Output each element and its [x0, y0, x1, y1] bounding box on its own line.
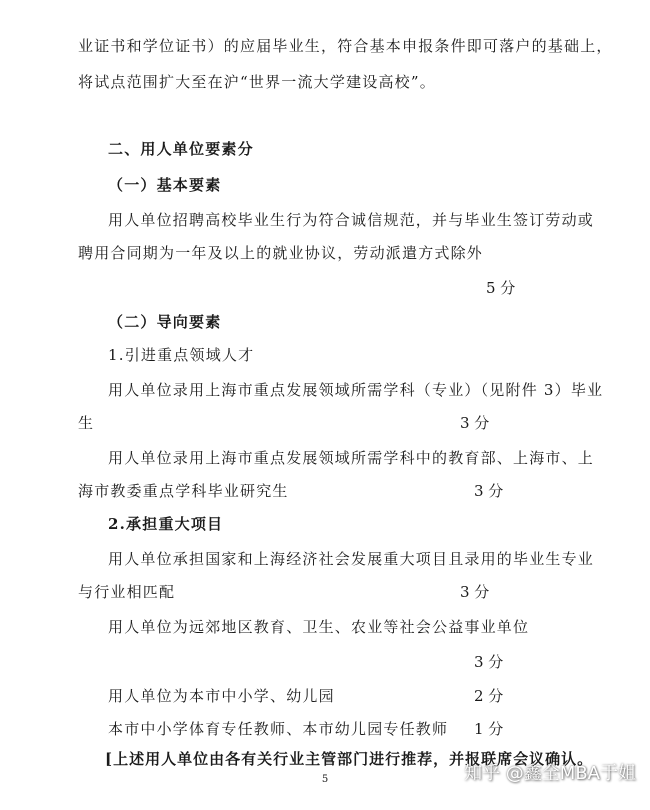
item-heading-major-projects: 2.承担重大项目 — [108, 515, 224, 533]
section-heading: 二、用人单位要素分 — [108, 140, 254, 158]
basic-text-line-2: 聘用合同期为一年及以上的就业协议，劳动派遣方式除外 — [78, 244, 484, 262]
key-fields-a-line-2: 生 — [78, 414, 95, 432]
major-projects-c-line-1: 用人单位为本市中小学、幼儿园 — [108, 687, 335, 705]
zhihu-watermark: 知乎 @鑫全MBA于姐 — [464, 763, 636, 784]
major-projects-d-line-1: 本市中小学体育专任教师、本市幼儿园专任教师 — [108, 720, 449, 738]
major-projects-b-line-1: 用人单位为远郊地区教育、卫生、农业等社会公益事业单位 — [108, 618, 530, 636]
intro-paragraph-line-1: 业证书和学位证书）的应届毕业生，符合基本申报条件即可落户的基础上， — [78, 37, 613, 55]
key-fields-b-line-1: 用人单位录用上海市重点发展领域所需学科中的教育部、上海市、上 — [108, 449, 595, 467]
major-projects-d-score: 1 分 — [474, 720, 504, 738]
basic-score: 5 分 — [486, 279, 516, 297]
major-projects-a-score: 3 分 — [460, 583, 490, 601]
major-projects-b-score: 3 分 — [474, 653, 504, 671]
key-fields-a-score: 3 分 — [460, 414, 490, 432]
major-projects-c-score: 2 分 — [474, 687, 504, 705]
intro-paragraph-line-2: 将试点范围扩大至在沪“世界一流大学建设高校”。 — [78, 73, 436, 91]
item-heading-key-fields: 1.引进重点领域人才 — [108, 346, 255, 364]
major-projects-a-line-1: 用人单位承担国家和上海经济社会发展重大项目且录用的毕业生专业 — [108, 550, 595, 568]
key-fields-a-line-1: 用人单位录用上海市重点发展领域所需学科（专业）（见附件 3）毕业 — [108, 381, 604, 399]
major-projects-a-line-2: 与行业相匹配 — [78, 583, 176, 601]
key-fields-b-score: 3 分 — [474, 482, 504, 500]
page-number: 5 — [321, 774, 329, 785]
basic-text-line-1: 用人单位招聘高校毕业生行为符合诚信规范，并与毕业生签订劳动或 — [108, 211, 595, 229]
subsection-heading-basic: （一）基本要素 — [108, 176, 222, 194]
key-fields-b-line-2: 海市教委重点学科毕业研究生 — [78, 482, 289, 500]
recommendation-note: [上述用人单位由各有关行业主管部门进行推荐，并报联席会议确认。 — [105, 750, 594, 768]
subsection-heading-guidance: （二）导向要素 — [108, 313, 222, 331]
